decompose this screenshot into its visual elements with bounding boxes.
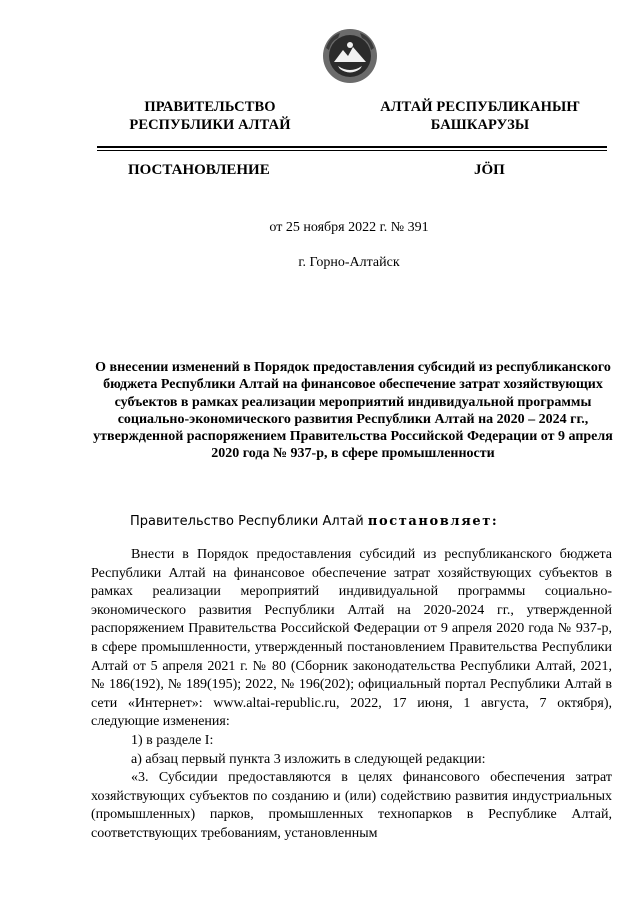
preamble [130, 514, 498, 529]
preamble-text: Правительство Республики Алтай [130, 514, 368, 529]
doc-type-altai: JÖП [474, 162, 505, 178]
header-left-line2: РЕСПУБЛИКИ АЛТАЙ [129, 117, 291, 133]
body-paragraph-4: «3. Субсидии предоставляются в целях финансового обеспечения затрат хозяйствующих субъектов по созданию и (или) содействию развития индустриальных (промышленных) парков, промышленных технопарков в Республике Алтай, соответствующих требованиям, установленным [91, 770, 612, 841]
header-left-line1: ПРАВИТЕЛЬСТВО [144, 99, 276, 115]
dateline: от 25 ноября 2022 г. № 391 [269, 220, 429, 235]
header-rule-thin [97, 150, 607, 151]
doc-type: ПОСТАНОВЛЕНИЕ [128, 162, 270, 178]
altai-coat-of-arms-icon [322, 28, 378, 84]
header-left [110, 98, 310, 134]
preamble-emphasis: постановляет: [367, 514, 499, 529]
header-right-line1: АЛТАЙ РЕСПУБЛИКАНЫҤ [380, 99, 580, 115]
document-body [91, 546, 612, 844]
body-paragraph-3: а) абзац первый пункта 3 изложить в следующей редакции: [131, 751, 486, 767]
body-paragraph-1: Внести в Порядок предоставления субсидий из республиканского бюджета Республики Алтай на финансовое обеспечение затрат хозяйствующих субъектов в рамках реализации мероприятий индивидуальной программы социально-экономического развития Республики Алтай на 2020-2024 гг., утвержденной распоряжением Правительства Российской Федерации от 9 апреля 2020 года № 937-р, в сфере промышленности, утвержденный постановлением Правительства Республики Алтай от 5 апреля 2021 г. № 80 (Сборник законодательства Республики Алтай, 2021, № 186(192), № 189(195); 2022, № 196(202); официальный портал Республики Алтай в сети «Интернет»: www.altai-republic.ru, 2022, 17 июня, 1 августа, 7 октября), следующие изменения: [91, 547, 612, 730]
header-rule-thick [97, 146, 607, 148]
document-title: О внесении изменений в Порядок предоставления субсидий из республиканского бюджета Республики Алтай на финансовое обеспечение затрат хозяйствующих субъектов в рамках реализации мероприятий индивидуальной программы социально-экономического развития Республики Алтай на 2020 – 2024 гг., утвержденной распоряжением Правительства Российской Федерации от 9 апреля 2020 года № 937-р, в сфере промышленности [93, 360, 613, 462]
body-paragraph-2: 1) в разделе I: [131, 732, 214, 748]
city: г. Горно-Алтайск [298, 255, 400, 270]
header-right-line2: БАШКАРУЗЫ [430, 117, 530, 133]
header-right [360, 98, 600, 134]
